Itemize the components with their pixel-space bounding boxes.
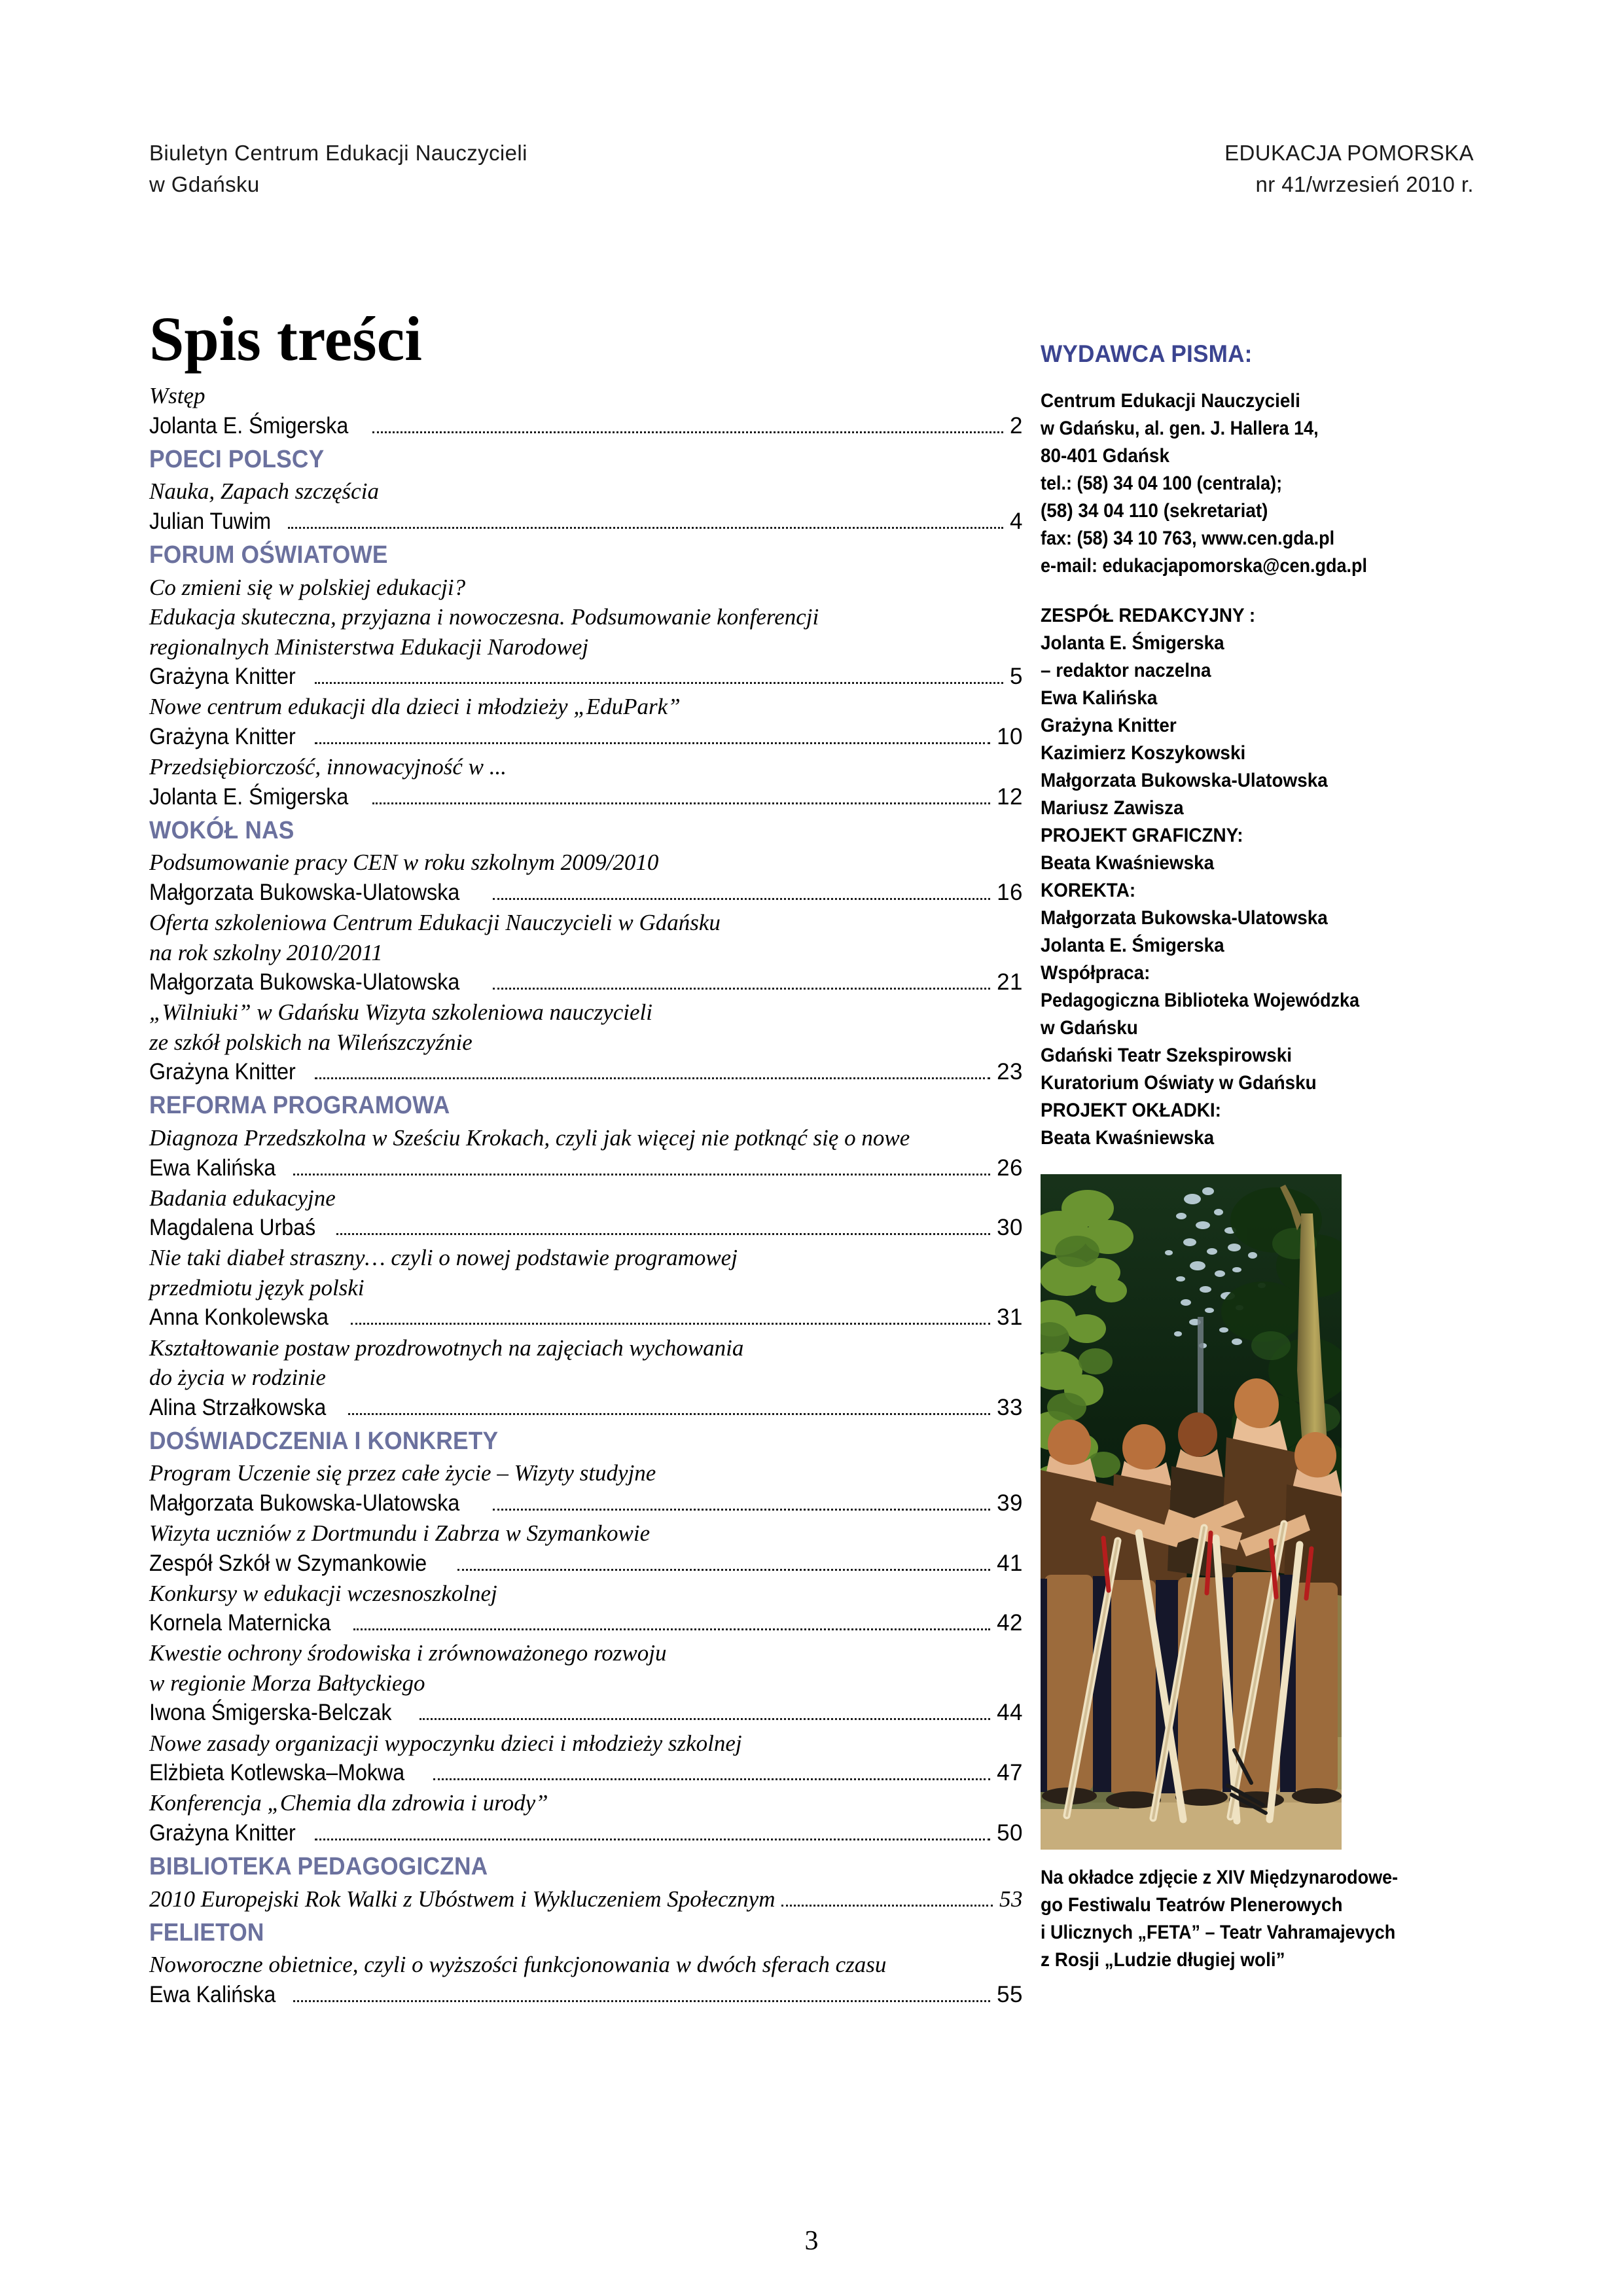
toc-page-number: 47 [997,1760,1023,1786]
toc-page-number: 5 [1010,664,1023,690]
toc-dot-leader [288,527,1003,529]
toc-article-title: Diagnoza Przedszkolna w Sześciu Krokach, czyli jak więcej nie potknąć się o nowe [149,1125,910,1151]
toc-entry[interactable] [149,1884,1023,1914]
masthead-line: Beata Kwaśniewska [1041,1127,1215,1149]
toc-article-title: Wizyta uczniów z Dortmundu i Zabrza w Szymankowie [149,1520,651,1547]
toc-entry-author: Alina Strzałkowska [149,1394,327,1420]
toc-entry[interactable] [149,662,1023,692]
masthead-line: – redaktor naczelna [1041,660,1211,681]
toc-page-number: 50 [997,1820,1023,1846]
toc-dot-leader [351,1323,990,1325]
publisher-line: fax: (58) 34 10 763, www.cen.gda.pl [1041,528,1335,549]
toc-entry-title: 2010 Europejski Rok Walki z Ubóstwem i Wykluczeniem Społecznym [149,1886,776,1912]
toc-dot-leader [419,1718,990,1720]
toc-article-title: Podsumowanie pracy CEN w roku szkolnym 2009/2010 [149,850,659,876]
toc-article-title: Nauka, Zapach szczęścia [149,478,379,505]
running-head [149,137,1474,200]
toc-article-title: ze szkół polskich na Wileńszczyźnie [149,1029,473,1055]
masthead-line: Współpraca: [1041,962,1150,984]
masthead-line: Jolanta E. Śmigerska [1041,935,1224,956]
colophon-column [1041,340,1479,1974]
caption-line: z Rosji „Ludzie długiej woli” [1041,1949,1285,1971]
toc-page-number: 44 [997,1700,1023,1726]
toc-page-number: 16 [997,879,1023,905]
toc-page-number: 33 [997,1394,1023,1420]
toc-article-title: Nowe centrum edukacji dla dzieci i młodzieży „EduPark” [149,694,681,720]
toc-entry-author: Julian Tuwim [149,508,272,534]
toc-section-heading: BIBLIOTEKA PEDAGOGICZNA [149,1853,488,1880]
running-head-left-line-1: Biuletyn Centrum Edukacji Nauczycieli [149,141,527,165]
toc-entry[interactable] [149,1153,1023,1183]
toc-article-title: Co zmieni się w polskiej edukacji? [149,574,466,600]
toc-entry[interactable] [149,1302,1023,1333]
masthead-line: PROJEKT OKŁADKI: [1041,1100,1221,1121]
toc-dot-leader [493,1509,990,1511]
toc-article-title: w regionie Morza Bałtyckiego [149,1670,425,1696]
publisher-heading: WYDAWCA PISMA: [1041,340,1253,367]
toc-dot-leader [315,1077,990,1079]
toc-page-number: 39 [997,1490,1023,1516]
toc-section-heading: DOŚWIADCZENIA I KONKRETY [149,1427,499,1455]
running-head-left-line-2: w Gdańsku [149,171,260,196]
publisher-line: w Gdańsku, al. gen. J. Hallera 14, [1041,418,1319,439]
toc-article-title: Edukacja skuteczna, przyjazna i nowoczesna. Podsumowanie konferencji [149,604,819,630]
toc-entry-author: Ewa Kalińska [149,1981,276,2007]
running-head-left [149,137,527,200]
publisher-details [1041,387,1479,580]
toc-article-title: Konkursy w edukacji wczesnoszkolnej [149,1580,497,1606]
publisher-line: tel.: (58) 34 04 100 (centrala); [1041,473,1283,494]
toc-entry[interactable] [149,1488,1023,1518]
toc-entry-author: Anna Konkolewska [149,1304,329,1331]
toc-article-title: Program Uczenie się przez całe życie – Wizyty studyjne [149,1460,656,1486]
toc-section-heading: FELIETON [149,1918,264,1946]
toc-article-title: Kształtowanie postaw prozdrowotnych na zajęciach wychowania [149,1335,744,1361]
toc-article-title: Badania edukacyjne [149,1185,336,1211]
toc-entry-author: Jolanta E. Śmigerska [149,783,349,810]
masthead-line: Beata Kwaśniewska [1041,852,1215,874]
toc-page-number: 55 [997,1981,1023,2007]
masthead-line: Kazimierz Koszykowski [1041,742,1246,764]
toc-dot-leader [493,898,990,900]
toc-entry-author: Grażyna Knitter [149,723,296,749]
toc-page-number: 42 [997,1610,1023,1636]
toc-page-number: 23 [997,1059,1023,1085]
toc-entry[interactable] [149,1698,1023,1728]
toc-dot-leader [353,1628,991,1630]
toc-entry[interactable] [149,1393,1023,1423]
table-of-contents [149,381,1023,2010]
toc-entry[interactable] [149,878,1023,908]
toc-page-number: 31 [997,1304,1023,1331]
toc-article-title: do życia w rodzinie [149,1365,326,1391]
toc-dot-leader [457,1569,990,1571]
toc-entry-author: Małgorzata Bukowska-Ulatowska [149,1490,460,1516]
toc-section-heading: FORUM OŚWIATOWE [149,541,388,569]
cover-photo-caption [1041,1864,1479,1974]
toc-section-heading: WOKÓŁ NAS [149,816,294,844]
toc-entry[interactable] [149,507,1023,537]
masthead-line: Małgorzata Bukowska-Ulatowska [1041,907,1328,929]
masthead-line: PROJEKT GRAFICZNY: [1041,825,1243,846]
masthead-line: Gdański Teatr Szekspirowski [1041,1045,1293,1066]
caption-line: i Ulicznych „FETA” – Teatr Vahramajevych [1041,1922,1396,1943]
toc-entry-author: Iwona Śmigerska-Belczak [149,1700,392,1726]
running-head-right-line-2: nr 41/wrzesień 2010 r. [1255,171,1474,196]
masthead-line: Małgorzata Bukowska-Ulatowska [1041,770,1328,791]
toc-page-number: 26 [997,1155,1023,1181]
toc-entry-author: Magdalena Urbaś [149,1215,316,1241]
toc-entry-author: Grażyna Knitter [149,664,296,690]
toc-page-number: 4 [1010,508,1023,534]
toc-page-number: 12 [997,783,1023,810]
masthead-line: Kuratorium Oświaty w Gdańsku [1041,1072,1317,1094]
toc-dot-leader [372,431,1003,433]
publisher-line: e-mail: edukacjapomorska@cen.gda.pl [1041,555,1367,577]
toc-entry-author: Zespół Szkół w Szymankowie [149,1550,427,1576]
toc-entry-author: Małgorzata Bukowska-Ulatowska [149,969,460,995]
toc-entry[interactable] [149,1549,1023,1579]
toc-entry[interactable] [149,722,1023,752]
toc-article-title: Przedsiębiorczość, innowacyjność w ... [149,754,507,780]
caption-line: go Festiwalu Teatrów Plenerowych [1041,1894,1343,1916]
toc-entry-author: Małgorzata Bukowska-Ulatowska [149,879,460,905]
toc-column [149,304,1023,2010]
page-number: 3 [804,2226,819,2256]
toc-article-title: Konferencja „Chemia dla zdrowia i urody” [149,1790,548,1816]
toc-article-title: przedmiotu język polski [149,1274,365,1300]
publisher-line: 80-401 Gdańsk [1041,445,1169,467]
toc-entry[interactable] [149,1980,1023,2010]
toc-section-heading: POECI POLSCY [149,445,325,473]
toc-dot-leader [293,1174,990,1175]
page-title: Spis treści [149,304,422,374]
masthead-line: KOREKTA: [1041,880,1136,901]
toc-entry-author: Jolanta E. Śmigerska [149,412,349,439]
toc-entry[interactable] [149,1057,1023,1087]
running-head-right-line-1: EDUKACJA POMORSKA [1224,141,1474,165]
toc-entry-author: Grażyna Knitter [149,1059,296,1085]
toc-entry-author: Grażyna Knitter [149,1820,296,1846]
toc-article-title: Noworoczne obietnice, czyli o wyższości funkcjonowania w dwóch sferach czasu [149,1952,887,1978]
toc-article-title: Nowe zasady organizacji wypoczynku dzieci i młodzieży szkolnej [149,1730,742,1756]
toc-article-title: Wstęp [149,383,205,408]
toc-page-number: 41 [997,1550,1023,1576]
toc-entry[interactable] [149,1213,1023,1243]
toc-entry-author: Kornela Maternicka [149,1610,331,1636]
toc-dot-leader [293,2000,990,2002]
toc-entry[interactable] [149,1608,1023,1638]
running-head-right [1224,137,1474,200]
toc-entry[interactable] [149,967,1023,997]
masthead-line: w Gdańsku [1041,1017,1138,1039]
toc-entry[interactable] [149,1758,1023,1788]
toc-entry[interactable] [149,411,1023,441]
toc-entry[interactable] [149,1818,1023,1848]
toc-dot-leader [336,1233,990,1235]
toc-dot-leader [348,1413,990,1415]
toc-dot-leader [372,802,990,804]
toc-page-number: 21 [997,969,1023,995]
toc-entry[interactable] [149,782,1023,812]
toc-dot-leader [315,682,1003,684]
toc-page-number: 10 [997,723,1023,749]
toc-dot-leader [315,1839,990,1840]
toc-article-title: regionalnych Ministerstwa Edukacji Narodowej [149,634,589,660]
toc-article-title: Nie taki diabeł straszny… czyli o nowej podstawie programowej [149,1245,738,1271]
masthead-line: Pedagogiczna Biblioteka Wojewódzka [1041,990,1360,1011]
masthead-credits [1041,602,1479,1152]
publisher-line: Centrum Edukacji Nauczycieli [1041,390,1300,412]
toc-dot-leader [315,742,990,744]
toc-entry-author: Ewa Kalińska [149,1155,276,1181]
toc-dot-leader [493,988,990,990]
masthead-line: Mariusz Zawisza [1041,797,1184,819]
toc-page-number: 2 [1010,412,1023,439]
toc-section-heading: REFORMA PROGRAMOWA [149,1092,450,1120]
masthead-line: Jolanta E. Śmigerska [1041,632,1224,654]
cover-photo [1041,1174,1342,1850]
toc-entry-author: Elżbieta Kotlewska–Mokwa [149,1760,405,1786]
toc-article-title: Kwestie ochrony środowiska i zrównoważonego rozwoju [149,1640,667,1666]
toc-article-title: Oferta szkoleniowa Centrum Edukacji Nauczycieli w Gdańsku [149,910,721,935]
toc-dot-leader [781,1905,993,1907]
toc-article-title: na rok szkolny 2010/2011 [149,939,383,965]
toc-dot-leader [433,1778,990,1780]
masthead-line: Grażyna Knitter [1041,715,1177,736]
toc-page-number: 53 [999,1886,1023,1912]
caption-line: Na okładce zdjęcie z XIV Międzynarodowe- [1041,1867,1399,1888]
toc-page-number: 30 [997,1215,1023,1241]
masthead-line: ZESPÓŁ REDAKCYJNY : [1041,605,1256,626]
publisher-line: (58) 34 04 110 (sekretariat) [1041,500,1268,522]
toc-article-title: „Wilniuki” w Gdańsku Wizyta szkoleniowa nauczycieli [149,999,652,1026]
cover-photo-image [1041,1174,1342,1850]
masthead-line: Ewa Kalińska [1041,687,1158,709]
